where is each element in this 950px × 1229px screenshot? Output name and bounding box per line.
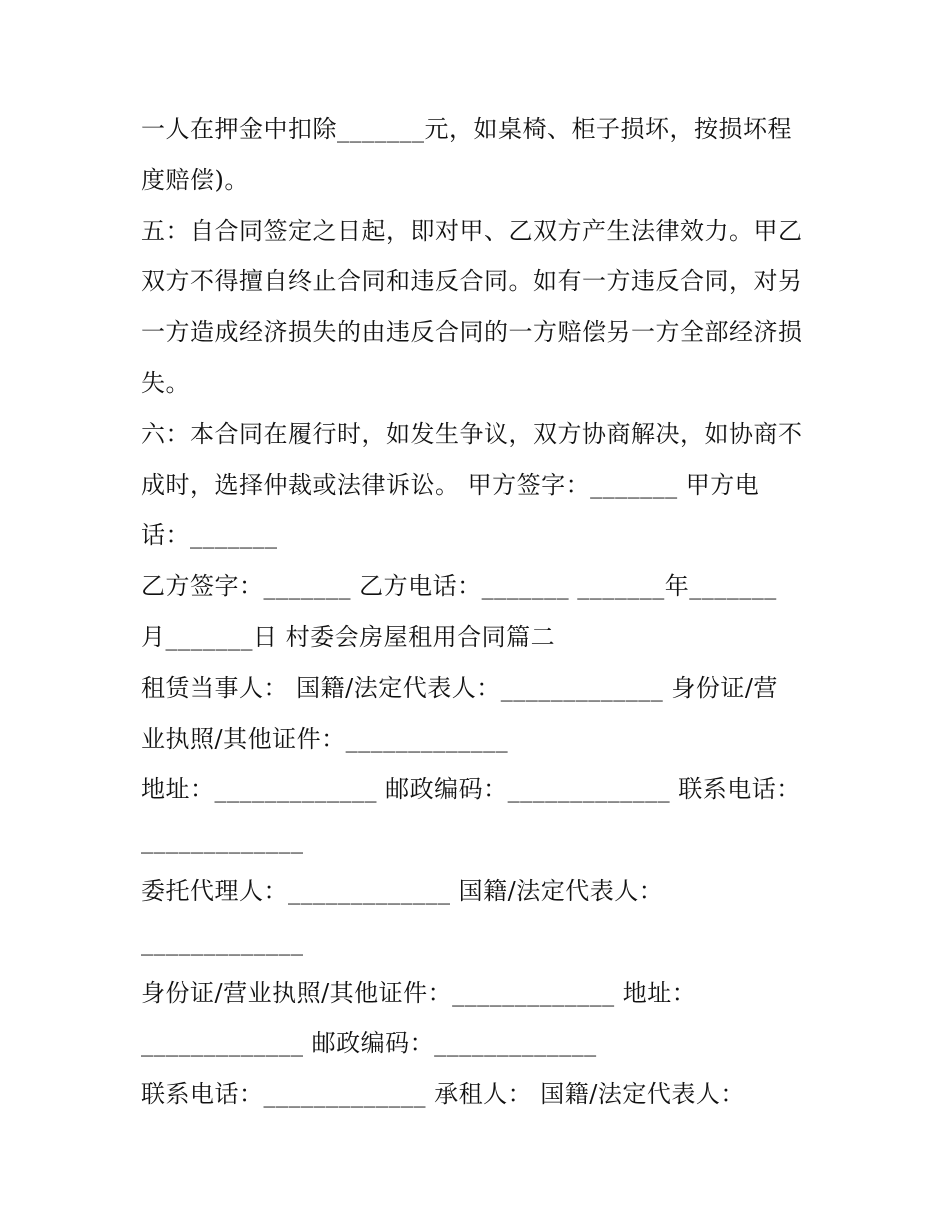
text-line: 乙方签字：_______ 乙方电话：_______ _______年_______ (141, 572, 777, 601)
text-line: 成时，选择仲裁或法律诉讼。 甲方签字：_______ 甲方电 (141, 470, 760, 499)
text-line: 一方造成经济损失的由违反合同的一方赔偿另一方全部经济损 (141, 318, 803, 347)
text-line: 双方不得擅自终止合同和违反合同。如有一方违反合同，对另 (141, 267, 803, 296)
text-line: 失。 (141, 368, 190, 397)
text-line: 租赁当事人： 国籍/法定代表人：_____________ 身份证/营 (141, 673, 778, 702)
text-line: 身份证/营业执照/其他证件：_____________ 地址： (141, 978, 697, 1007)
document-body (141, 108, 821, 1124)
text-line: 委托代理人：_____________ 国籍/法定代表人： (141, 876, 664, 905)
text-line: _____________ (141, 927, 304, 956)
text-line: 话：_______ (141, 521, 278, 550)
text-line: 月_______日 村委会房屋租用合同篇二 (141, 622, 556, 651)
text-line: 地址：_____________ 邮政编码：_____________ 联系电话： (141, 775, 801, 804)
text-line: 度赔偿)。 (141, 165, 249, 194)
text-line: 五：自合同签定之日起，即对甲、乙双方产生法律效力。甲乙 (141, 216, 803, 245)
text-line: 六：本合同在履行时，如发生争议，双方协商解决，如协商不 (141, 419, 803, 448)
text-line: 联系电话：_____________ 承租人： 国籍/法定代表人： (141, 1080, 745, 1109)
text-line: 一人在押金中扣除_______元，如桌椅、柜子损坏，按损坏程 (141, 115, 792, 143)
text-line: _____________ (141, 826, 304, 855)
text-line: 业执照/其他证件：_____________ (141, 724, 509, 753)
text-line: _____________ 邮政编码：_____________ (141, 1029, 597, 1058)
